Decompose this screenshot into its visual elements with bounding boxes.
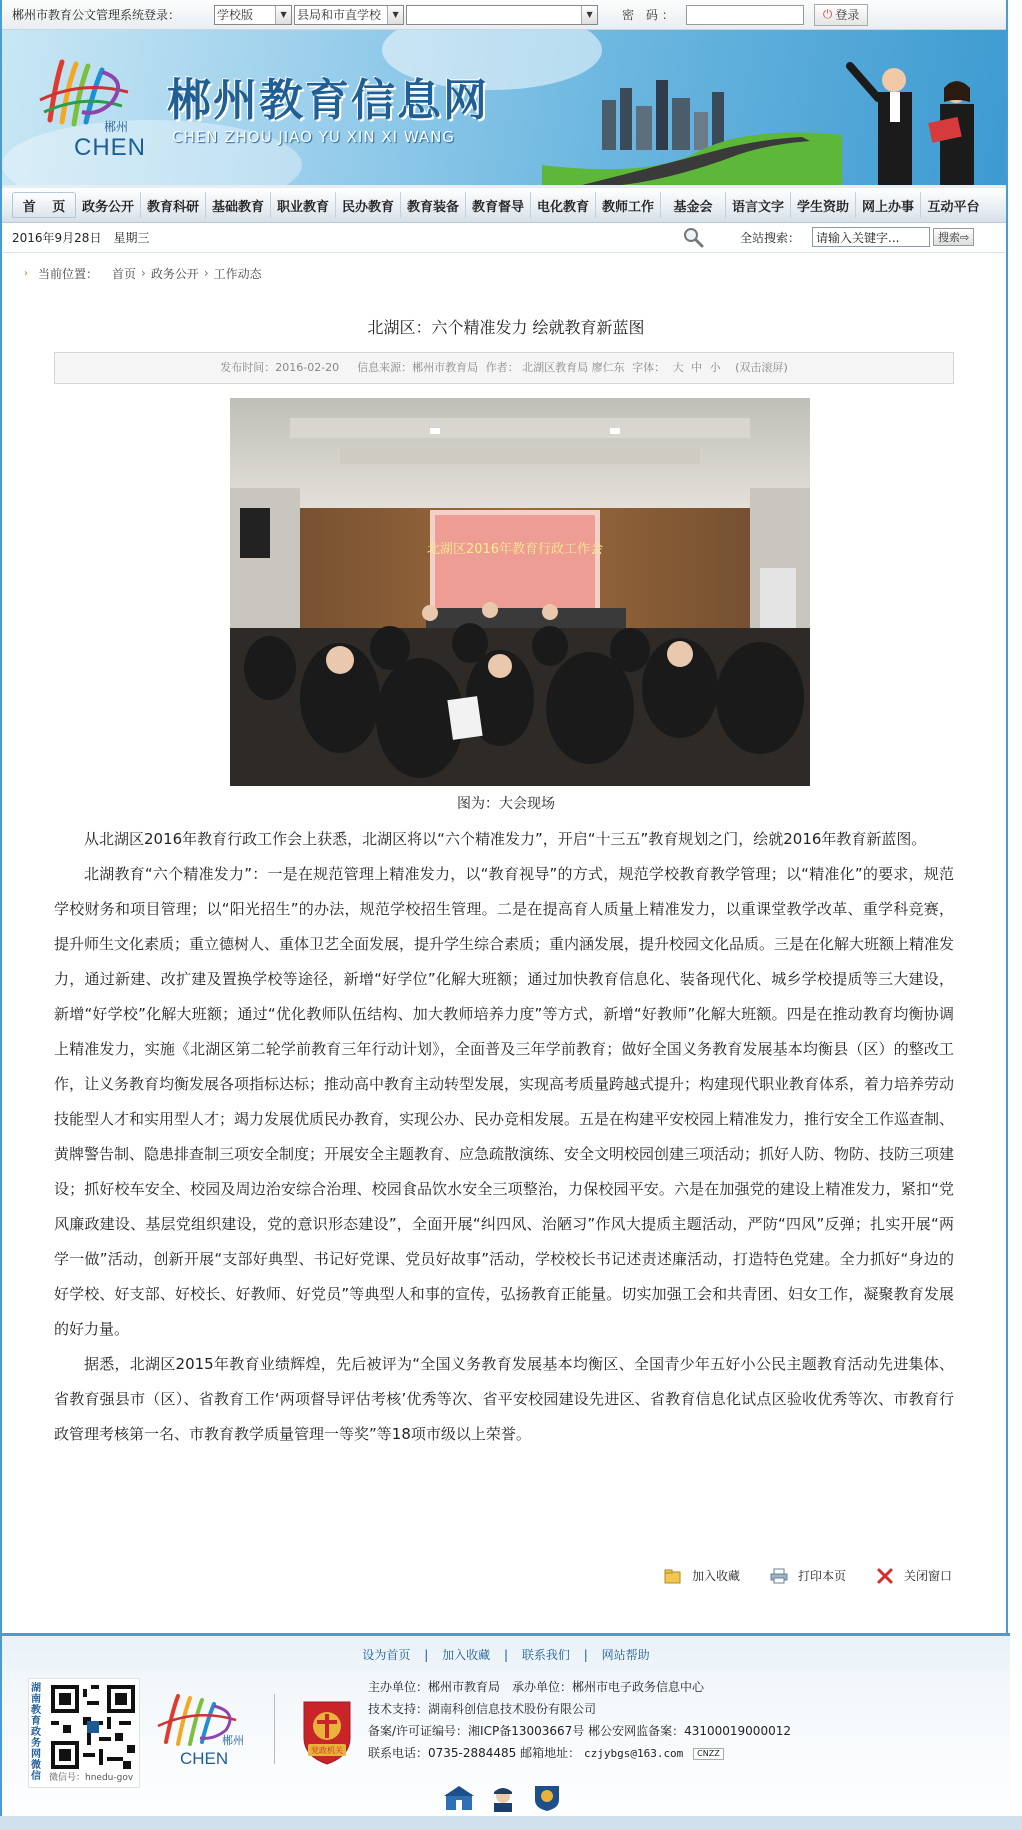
login-label: 郴州市教育公文管理系统登录： <box>12 8 181 22</box>
password-input[interactable] <box>686 5 804 25</box>
article-title: 北湖区：六个精准发力 绘就教育新蓝图 <box>367 318 645 337</box>
font-small-button[interactable]: 小 <box>709 361 721 374</box>
breadcrumb-government[interactable]: 政务公开 <box>150 266 199 281</box>
login-bar <box>2 0 1006 30</box>
cnzz-badge[interactable]: CNZZ <box>693 1748 724 1760</box>
footer-link-separator: | <box>424 1648 429 1662</box>
edition-select[interactable] <box>214 5 292 25</box>
police-officer-icon[interactable] <box>486 1784 520 1812</box>
qr-caption: 微信号：hnedu-gov <box>49 1773 134 1783</box>
business-people-icon <box>834 58 994 185</box>
chevron-down-icon: ▼ <box>275 6 291 24</box>
nav-item-student-aid[interactable]: 学生资助 <box>791 192 856 218</box>
nav-item-government[interactable]: 政务公开 <box>76 192 141 218</box>
wechat-qr-box <box>28 1678 140 1788</box>
breadcrumb-work-news[interactable]: 工作动态 <box>213 266 262 281</box>
arrow-right-icon: ⇨ <box>960 230 970 244</box>
party-badge[interactable] <box>298 1698 356 1768</box>
nav-item-vocational[interactable]: 职业教育 <box>271 192 336 218</box>
nav-item-home[interactable]: 首 页 <box>12 192 76 218</box>
bottom-strip <box>0 1816 1022 1830</box>
school-select[interactable] <box>406 5 598 25</box>
site-footer <box>2 1636 1010 1830</box>
footer-tech-support: 技术支持：湖南科创信息技术股份有限公司 <box>368 1702 597 1716</box>
police-badges <box>442 1784 574 1812</box>
close-icon <box>876 1568 894 1584</box>
breadcrumb-home[interactable]: 首页 <box>112 266 137 281</box>
footer-phone: 联系电话：0735-2884485 邮箱地址： <box>368 1746 581 1760</box>
add-favorite-button[interactable] <box>664 1567 740 1584</box>
nav-item-online-services[interactable]: 网上办事 <box>856 192 921 218</box>
chevron-down-icon: ▼ <box>387 6 403 24</box>
close-window-button[interactable] <box>876 1567 952 1584</box>
footer-logo-small: 郴州 <box>222 1734 244 1747</box>
road-graphic-icon <box>542 115 842 185</box>
article-paragraph: 从北湖区2016年教育行政工作会上获悉，北湖区将以“六个精准发力”，开启“十三五”教育规划之门，绘就2016年教育新蓝图。 <box>84 830 927 848</box>
site-subtitle: CHEN ZHOU JIAO YU XIN XI WANG <box>172 128 455 146</box>
nav-item-foundation[interactable]: 基金会 <box>661 192 726 218</box>
bullet-icon: › <box>24 267 28 279</box>
nav-item-teachers[interactable]: 教师工作 <box>596 192 661 218</box>
nav-item-research[interactable]: 教育科研 <box>141 192 206 218</box>
date-search-bar <box>2 223 1006 253</box>
login-button-label: 登录 <box>835 8 860 22</box>
footer-link-separator: | <box>503 1648 509 1662</box>
breadcrumb <box>2 253 1006 293</box>
unit-type-select[interactable] <box>294 5 404 25</box>
login-button[interactable] <box>814 4 869 26</box>
footer-links <box>2 1646 1010 1663</box>
add-favorite-label: 加入收藏 <box>692 1569 741 1583</box>
edition-value: 学校版 <box>217 8 254 22</box>
police-station-icon[interactable] <box>442 1784 476 1812</box>
password-label: 密 码： <box>622 8 678 22</box>
site-search <box>682 226 974 248</box>
footer-link-favorite[interactable]: 加入收藏 <box>442 1648 491 1662</box>
folder-star-icon <box>664 1568 682 1584</box>
footer-logo-text: CHEN <box>180 1749 229 1768</box>
footer-email[interactable]: czjybgs@163.com <box>583 1747 684 1760</box>
footer-link-help[interactable]: 网站帮助 <box>601 1648 650 1662</box>
nav-item-interaction[interactable]: 互动平台 <box>927 199 980 215</box>
info-source: 信息来源：郴州市教育局 <box>357 361 479 374</box>
publish-date: 发布时间：2016-02-20 <box>220 361 340 374</box>
article-paragraph: 据悉，北湖区2015年教育业绩辉煌，先后被评为“全国义务教育发展基本均衡区、全国青少年五好小公民主题教育活动先进集体、省教育强县市（区）、省教育工作‘两项督导评估考核’优秀等次、省平安校园建设先进区、省教育信息化试点区验收优秀等次、市教育行政管理考核第一名、市教育教学质量管理一等奖”等18项市级以上荣誉。 <box>54 1355 954 1443</box>
footer-host: 主办单位：郴州市教育局 承办单位：郴州市电子政务信息中心 <box>368 1680 705 1694</box>
nav-item-supervision[interactable]: 教育督导 <box>466 192 531 218</box>
article-body <box>54 822 954 1452</box>
font-medium-button[interactable]: 中 <box>691 361 703 374</box>
nav-item-equipment[interactable]: 教育装备 <box>401 192 466 218</box>
font-large-button[interactable]: 大 <box>672 361 684 374</box>
article-photo <box>230 398 810 786</box>
meeting-photo-icon <box>230 398 810 786</box>
article-author: 作者： 北湖区教育局 廖仁东 <box>485 361 625 374</box>
logo-text: CHEN <box>74 134 147 161</box>
footer-link-contact[interactable]: 联系我们 <box>521 1648 570 1662</box>
footer-contact <box>368 1742 791 1765</box>
article-actions <box>664 1567 982 1584</box>
current-weekday: 星期三 <box>113 231 150 245</box>
search-label: 全站搜索： <box>740 230 801 245</box>
printer-icon <box>770 1568 788 1584</box>
nav-item-basic-education[interactable]: 基础教育 <box>206 192 271 218</box>
footer-vertical-divider <box>274 1694 275 1764</box>
footer-logo-icon <box>152 1686 252 1776</box>
chevron-right-icon: › <box>141 266 146 280</box>
nav-item-private[interactable]: 民办教育 <box>336 192 401 218</box>
font-size-label: 字体： <box>632 361 666 374</box>
chevron-down-icon: ▼ <box>581 6 597 24</box>
screen-text: 北湖区2016年教育行政工作会 <box>426 542 604 557</box>
site-title: 郴州教育信息网 <box>167 75 489 126</box>
qr-side-text: 湖南教育政务网微信 <box>31 1683 41 1782</box>
current-date: 2016年9月28日 <box>12 231 102 245</box>
nav-item-language[interactable]: 语言文字 <box>726 192 791 218</box>
nav-item-e-education[interactable]: 电化教育 <box>531 192 596 218</box>
article-paragraph: 北湖教育“六个精准发力”：一是在规范管理上精准发力，以“教育视导”的方式，规范学校教育教学管理；以“精准化”的要求，规范学校财务和项目管理；以“阳光招生”的办法，规范学校招生管理。二是在提高育人质量上精准发力，以重课堂教学改革、重学科竞赛，提升师生文化素质；重立德树人、重体卫艺全面发展，提升学生综合素质；重内涵发展，提升校园文化品质。三是在化解大班额上精准发力，通过新建、改扩建及置换学校等途径，新增“好学位”化解大班额；通过加快教育信息化、装备现代化、城乡学校提质等三大建设，新增“好学校”化解大班额；通过“优化教师队伍结构、加大教师培养力度”等方式，新增“好教师”化解大班额。四是在推动教育均衡协调上精准发力，实施《北湖区第二轮学前教育三年行动计划》，全面普及三年学前教育；做好全国义务教育发展基本均衡县（区）的整改工作，让义务教育均衡发展各项指标达标；推动高中教育主动转型发展，实现高考质量跨越式提升；构建现代职业教育体系，着力培养劳动技能型人才和实用型人才；竭力发展优质民办教育，实现公办、民办竞相发展。五是在构建平安校园上精准发力，推行安全工作巡查制、黄牌警告制、隐患排查制三项安全制度；开展安全主题教育、应急疏散演练、安全文明校园创建三项活动；抓好人防、物防、技防三项建设；抓好校车安全、校园及周边治安综合治理、校园食品饮水安全三项整治，力保校园平安。六是在加强党的建设上精准发力，紧扣“党风廉政建设、基层党组织建设，党的意识形态建设”，全面开展“纠四风、治陋习”作风大提质主题活动，严防“四风”反弹；扎实开展“两学一做”活动，创新开展“支部好典型、书记好党课、党员好故事”活动，学校校长书记述责述廉活动，打造特色党建。全力抓好“身边的好学校、好支部、好校长、好教师、好党员”等典型人和事的宣传，弘扬教育正能量。切实加强工会和共青团、妇女工作，凝聚教育发展的好力量。 <box>54 865 955 1338</box>
print-page-label: 打印本页 <box>798 1569 847 1583</box>
print-page-button[interactable] <box>770 1567 846 1584</box>
unit-type-value: 县局和市直学校 <box>297 8 382 22</box>
site-banner <box>2 30 1006 185</box>
main-nav <box>2 185 1006 223</box>
scroll-hint: (双击滚屏) <box>735 361 788 374</box>
magnifier-icon <box>682 226 706 248</box>
footer-logo <box>152 1686 252 1776</box>
close-window-label: 关闭窗口 <box>904 1569 953 1583</box>
footer-link-set-home[interactable]: 设为首页 <box>362 1648 411 1662</box>
footer-link-separator: | <box>583 1648 588 1662</box>
logo-small-text: 郴州 <box>104 120 129 134</box>
photo-caption: 图为：大会现场 <box>457 796 555 812</box>
search-button-label: 搜索 <box>938 231 961 244</box>
chevron-right-icon: › <box>203 266 209 280</box>
cyber-police-icon[interactable] <box>530 1784 564 1812</box>
footer-info <box>368 1676 791 1765</box>
party-government-badge-icon <box>298 1698 356 1768</box>
qr-code-icon <box>51 1685 135 1769</box>
search-button[interactable] <box>933 228 974 246</box>
breadcrumb-label: 当前位置： <box>38 266 99 281</box>
article-meta <box>54 352 954 384</box>
power-icon: ⏻ <box>822 7 833 21</box>
badge-text: 党政机关 <box>311 1746 343 1755</box>
search-input[interactable]: 请输入关键字... <box>812 227 930 247</box>
footer-icp: 备案/许可证编号：湘ICP备13003667号 郴公安网监备案：43100019000012 <box>368 1724 791 1738</box>
